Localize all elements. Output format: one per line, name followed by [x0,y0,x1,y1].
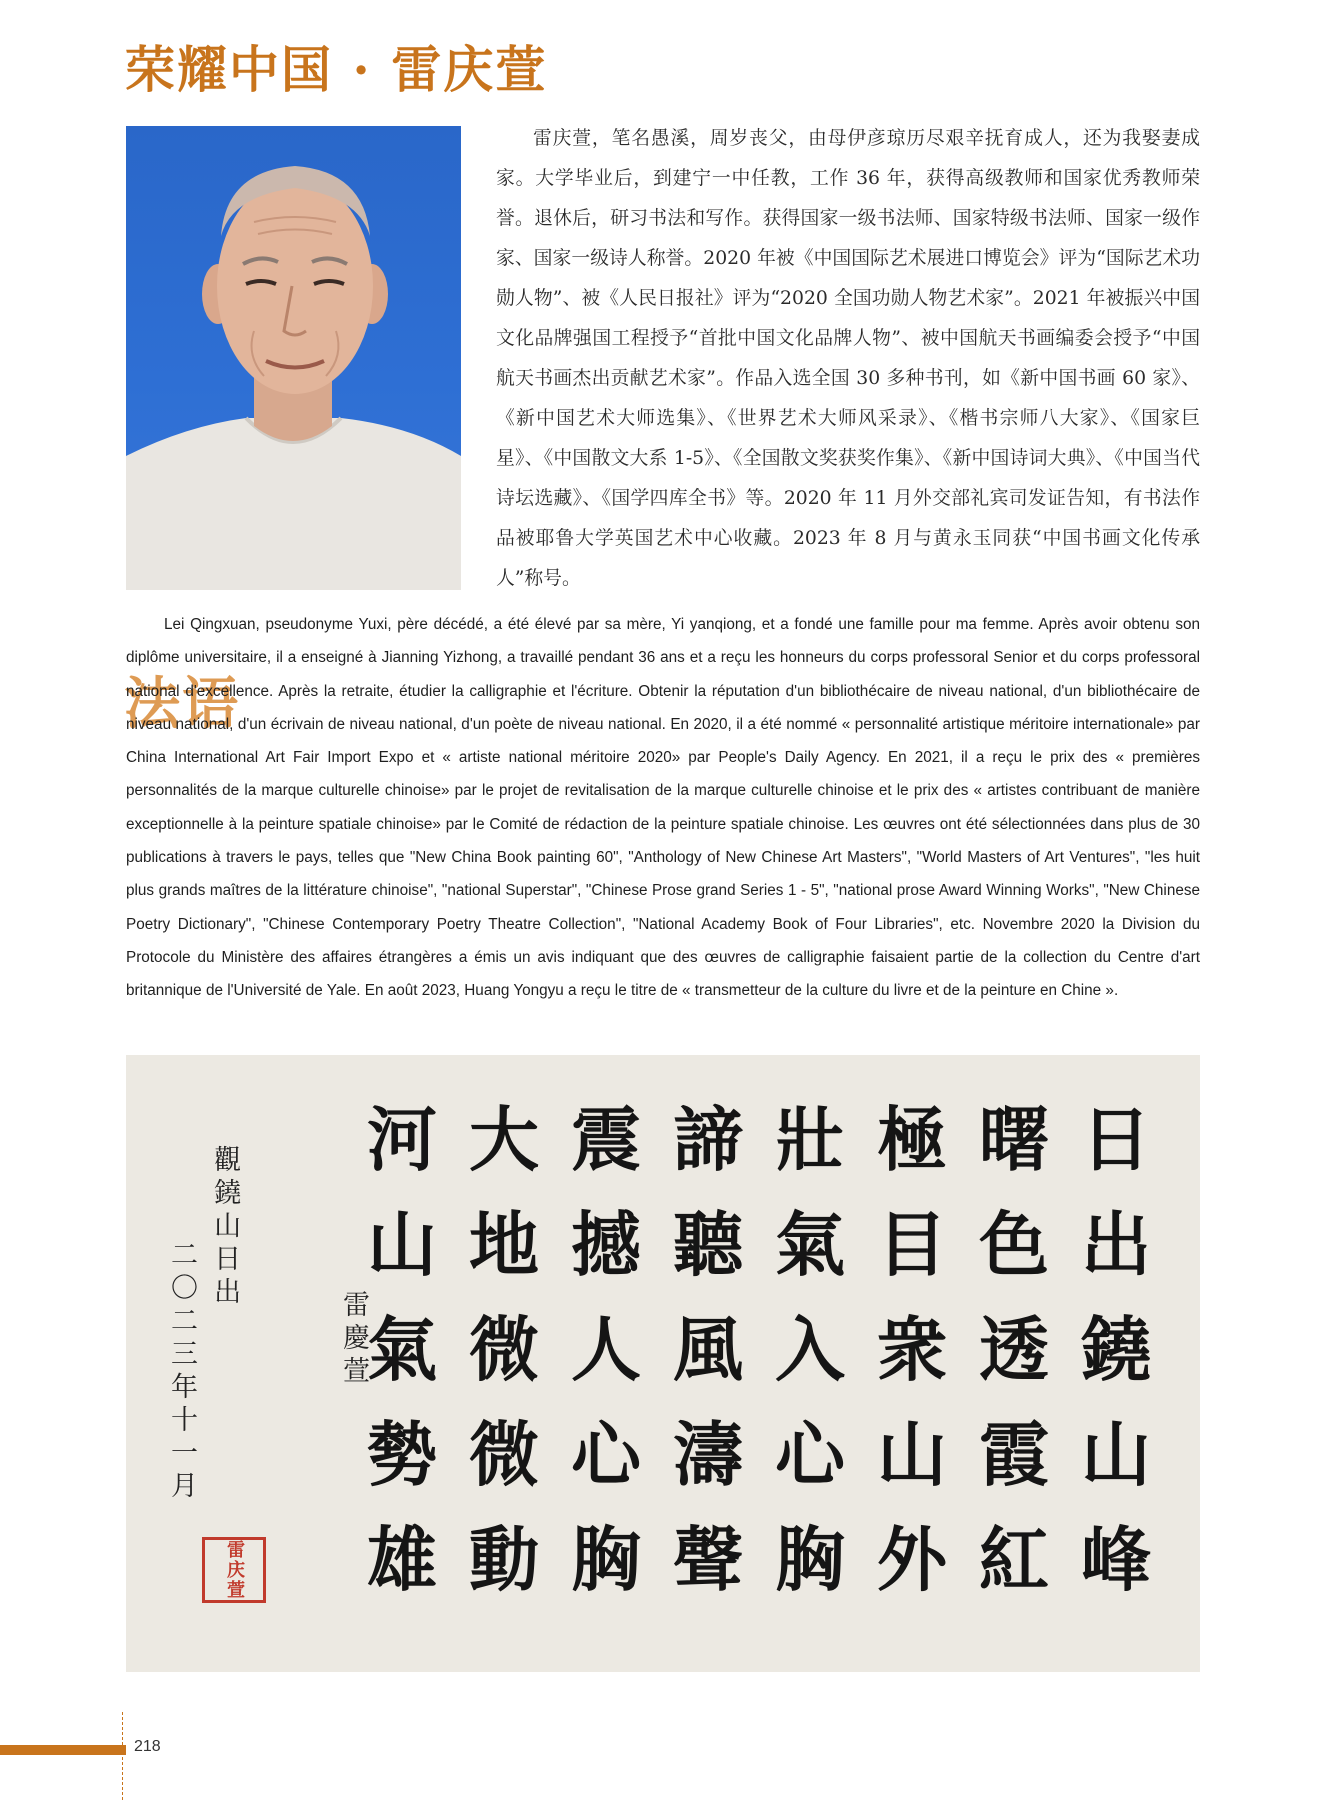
calligraphy-character: 聲 [673,1518,743,1601]
calligraphy-character: 透 [979,1308,1049,1391]
page-title: 荣耀中国 · 雷庆萱 [125,40,548,99]
poem-column [770,1098,850,1665]
calligraphy-character: 衆 [877,1308,947,1391]
calligraphy-character: 大 [469,1098,539,1181]
calligraphy-character: 人 [571,1308,641,1391]
poem-column [1076,1098,1156,1665]
inscription-date: 二〇二三年十一月 [166,1240,198,1504]
calligraphy-character: 微 [469,1413,539,1496]
calligraphy-character: 風 [673,1308,743,1391]
inscription [166,1145,240,1504]
footer-accent-bar [0,1745,126,1755]
calligraphy-character: 微 [469,1308,539,1391]
calligraphy-character: 胸 [571,1518,641,1601]
calligraphy-character: 峰 [1081,1518,1151,1601]
chinese-biography: 雷庆萱，笔名愚溪，周岁丧父，由母伊彦琼历尽艰辛抚育成人，还为我娶妻成家。大学毕业后，到建宁一中任教，工作 36 年，获得高级教师和国家优秀教师荣誉。退休后，研习书法和写作。获得国家一级书法师、国家特级书法师、国家一级作家、国家一级诗人称誉。2020 年被《中国国际艺术展进口博览会》评为“国际艺术功勋人物”、被《人民日报社》评为“2020 全国功勋人物艺术家”。2021 年被振兴中国文化品牌强国工程授予“首批中国文化品牌人物”、被中国航天书画编委会授予“中国航天书画杰出贡献艺术家”。作品入选全国 30 多种书刊，如《新中国书画 60 家》、《新中国艺术大师选集》、《世界艺术大师风采录》、《楷书宗师八大家》、《国家巨星》、《中国散文大系 1-5》、《全国散文奖获奖作集》、《新中国诗词大典》、《中国当代诗坛选藏》、《国学四库全书》等。2020 年 11 月外交部礼宾司发证告知，有书法作品被耶鲁大学英国艺术中心收藏。2023 年 8 月与黄永玉同获“中国书画文化传承人”称号。 [496,128,1200,589]
calligraphy-character: 霞 [979,1413,1049,1496]
calligraphy-character: 勢 [367,1413,437,1496]
calligraphy-character: 胸 [775,1518,845,1601]
signature: 雷慶萱 [338,1290,370,1389]
calligraphy-character: 山 [1081,1413,1151,1496]
calligraphy-character: 曙 [979,1098,1049,1181]
page-number: 218 [134,1738,161,1755]
calligraphy-character: 河 [367,1098,437,1181]
calligraphy-character: 極 [877,1098,947,1181]
poem-column [362,1098,442,1665]
calligraphy-character: 入 [775,1308,845,1391]
footer-divider [122,1712,123,1800]
poem-column [566,1098,646,1665]
french-language-label: 法语 [124,671,240,737]
calligraphy-character: 外 [877,1518,947,1601]
calligraphy-artwork [126,1055,1200,1672]
calligraphy-character: 撼 [571,1203,641,1286]
calligraphy-character: 諦 [673,1098,743,1181]
calligraphy-character: 氣 [367,1308,437,1391]
poem-column [668,1098,748,1665]
poem-column [872,1098,952,1665]
calligraphy-character: 動 [469,1518,539,1601]
calligraphy-character: 色 [979,1203,1049,1286]
calligraphy-character: 鐃 [1081,1308,1151,1391]
calligraphy-character: 心 [571,1413,641,1496]
calligraphy-character: 紅 [979,1518,1049,1601]
calligraphy-character: 日 [1081,1098,1151,1181]
calligraphy-character: 地 [469,1203,539,1286]
calligraphy-character: 目 [877,1203,947,1286]
calligraphy-character: 壯 [775,1098,845,1181]
calligraphy-character: 震 [571,1098,641,1181]
poem-text [362,1098,1156,1665]
calligraphy-character: 雄 [367,1518,437,1601]
calligraphy-character: 聽 [673,1203,743,1286]
inscription-title: 觀鐃山日出 [209,1145,241,1310]
calligraphy-character: 氣 [775,1203,845,1286]
portrait-illustration [126,126,461,590]
poem-column [974,1098,1054,1665]
calligraphy-character: 山 [367,1203,437,1286]
calligraphy-character: 濤 [673,1413,743,1496]
calligraphy-character: 山 [877,1413,947,1496]
calligraphy-character: 出 [1081,1203,1151,1286]
red-seal-stamp [202,1537,266,1603]
portrait-photo [126,126,461,590]
calligraphy-character: 心 [775,1413,845,1496]
seal-text: 雷庆萱 [224,1540,245,1600]
poem-column [464,1098,544,1665]
french-biography: Lei Qingxuan, pseudonyme Yuxi, père décédé, a été élevé par sa mère, Yi yanqiong, et a fondé une famille pour ma femme. Après avoir obtenu son diplôme universitaire, il a enseigné à Jianning Yizhong, a travaillé pendant 36 ans et a reçu les honneurs du corps professoral Senior et du corps professoral national d'excellence. Après la retraite, étudier la calligraphie et l'écriture. Obtenir la réputation d'un bibliothécaire de niveau national, d'un bibliothécaire de niveau national, d'un écrivain de niveau national, d'un poète de niveau national. En 2020, il a été nommé « personnalité artistique méritoire internationale» par China International Art Fair Import Expo et « artiste national méritoire 2020» par People's Daily Agency. En 2021, il a reçu le prix des « premières personnalités de la marque culturelle chinoise» par le projet de revitalisation de la marque culturelle chinoise et le prix des « artistes contribuant de manière exceptionnelle à la peinture spatiale chinoise» par le Comité de rédaction de la peinture spatiale chinoise. Les œuvres ont été sélectionnées dans plus de 30 publications à travers le pays, telles que "New China Book painting 60", "Anthology of New Chinese Art Masters", "World Masters of Art Ventures", "les huit plus grands maîtres de la littérature chinoise", "national Superstar", "Chinese Prose grand Series 1 - 5", "national prose Award Winning Works", "New Chinese Poetry Dictionary", "Chinese Contemporary Poetry Theatre Collection", "National Academy Book of Four Libraries", etc. Novembre 2020 la Division du Protocole du Ministère des affaires étrangères a émis un avis indiquant que des œuvres de calligraphie faisaient partie de la collection du Centre d'art britannique de l'Université de Yale. En août 2023, Huang Yongyu a reçu le titre de « transmetteur de la culture du livre et de la peinture en Chine ». [126,616,1200,1000]
